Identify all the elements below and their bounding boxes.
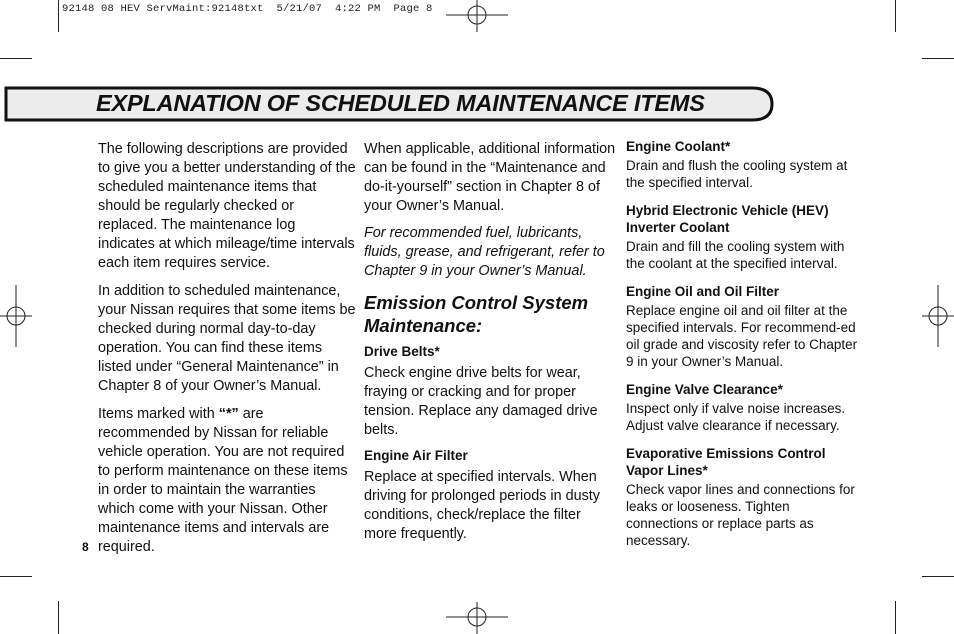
crop-mark bbox=[922, 576, 954, 577]
registration-mark-icon bbox=[922, 285, 954, 347]
item-title: Drive Belts* bbox=[364, 344, 440, 359]
intro-paragraph: The following descriptions are provided to give you a better understanding of the scheduled maintenance items that should be regularly checked or replaced. The maintenance log indicates at which mileage/time intervals each item requires service. bbox=[98, 141, 356, 271]
page-number: 8 bbox=[82, 540, 89, 554]
crop-mark bbox=[0, 58, 32, 59]
column-3 bbox=[626, 138, 862, 560]
registration-mark-icon bbox=[0, 285, 32, 347]
item-title: Engine Oil and Oil Filter bbox=[626, 284, 780, 299]
fluids-note: For recommended fuel, lubricants, fluids, grease, and refrigerant, refer to Chapter 9 in your Owner’s Manual. bbox=[364, 225, 605, 279]
item-text: Check engine drive belts for wear, fraying or cracking and for proper tension. Replace any damaged drive belts. bbox=[364, 365, 598, 438]
page-title: EXPLANATION OF SCHEDULED MAINTENANCE ITEMS bbox=[96, 90, 705, 116]
asterisk-note-paragraph bbox=[98, 405, 356, 557]
crop-mark bbox=[895, 0, 896, 32]
registration-mark-icon bbox=[446, 602, 508, 634]
crop-mark bbox=[895, 601, 896, 634]
item-text: Check vapor lines and connections for leaks or looseness. Tighten connections or replace parts as necessary. bbox=[626, 482, 855, 548]
crop-mark bbox=[922, 58, 954, 59]
item-title: Engine Valve Clearance* bbox=[626, 382, 783, 397]
note-text: are recommended by Nissan for reliable vehicle operation. You are not required to perform maintenance on these items in order to maintain the warranties which come with your Nissan. Other maintenance items and intervals are required. bbox=[98, 406, 348, 555]
column-1 bbox=[98, 140, 356, 566]
item-text: Inspect only if valve noise increases. Adjust valve clearance if necessary. bbox=[626, 401, 846, 433]
crop-mark bbox=[58, 601, 59, 634]
item-title: Evaporative Emissions Control Vapor Lines* bbox=[626, 446, 826, 478]
registration-mark-icon bbox=[446, 0, 508, 32]
column-2 bbox=[364, 140, 616, 551]
crop-mark bbox=[58, 0, 59, 32]
additional-info-paragraph: When applicable, additional information can be found in the “Maintenance and do-it-yourself” section in Chapter 8 of your Owner’s Manual. bbox=[364, 141, 616, 214]
section-heading: Emission Control System Maintenance: bbox=[364, 292, 589, 336]
crop-mark bbox=[0, 576, 32, 577]
item-text: Drain and fill the cooling system with the coolant at the specified interval. bbox=[626, 239, 845, 271]
print-slug: 92148 08 HEV ServMaint:92148txt 5/21/07 4:22 PM Page 8 bbox=[62, 3, 433, 15]
item-text: Replace engine oil and oil filter at the specified intervals. For recommend-ed oil grade and viscosity refer to Chapter 9 in your Owner’s Manual. bbox=[626, 303, 858, 369]
item-title: Engine Air Filter bbox=[364, 448, 468, 463]
asterisk-mark: “*” bbox=[218, 406, 239, 422]
item-text: Replace at specified intervals. When driving for prolonged periods in dusty conditions, check/replace the filter more frequently. bbox=[364, 469, 600, 542]
item-title: Hybrid Electronic Vehicle (HEV) Inverter Coolant bbox=[626, 203, 829, 235]
note-text: Items marked with bbox=[98, 406, 219, 422]
item-text: Drain and flush the cooling system at the specified interval. bbox=[626, 158, 848, 190]
item-title: Engine Coolant* bbox=[626, 139, 731, 154]
general-maintenance-paragraph: In addition to scheduled maintenance, your Nissan requires that some items be checked during normal day-to-day operation. You can find these items listed under “General Maintenance” in Chapter 8 of your Owner’s Manual. bbox=[98, 283, 356, 394]
